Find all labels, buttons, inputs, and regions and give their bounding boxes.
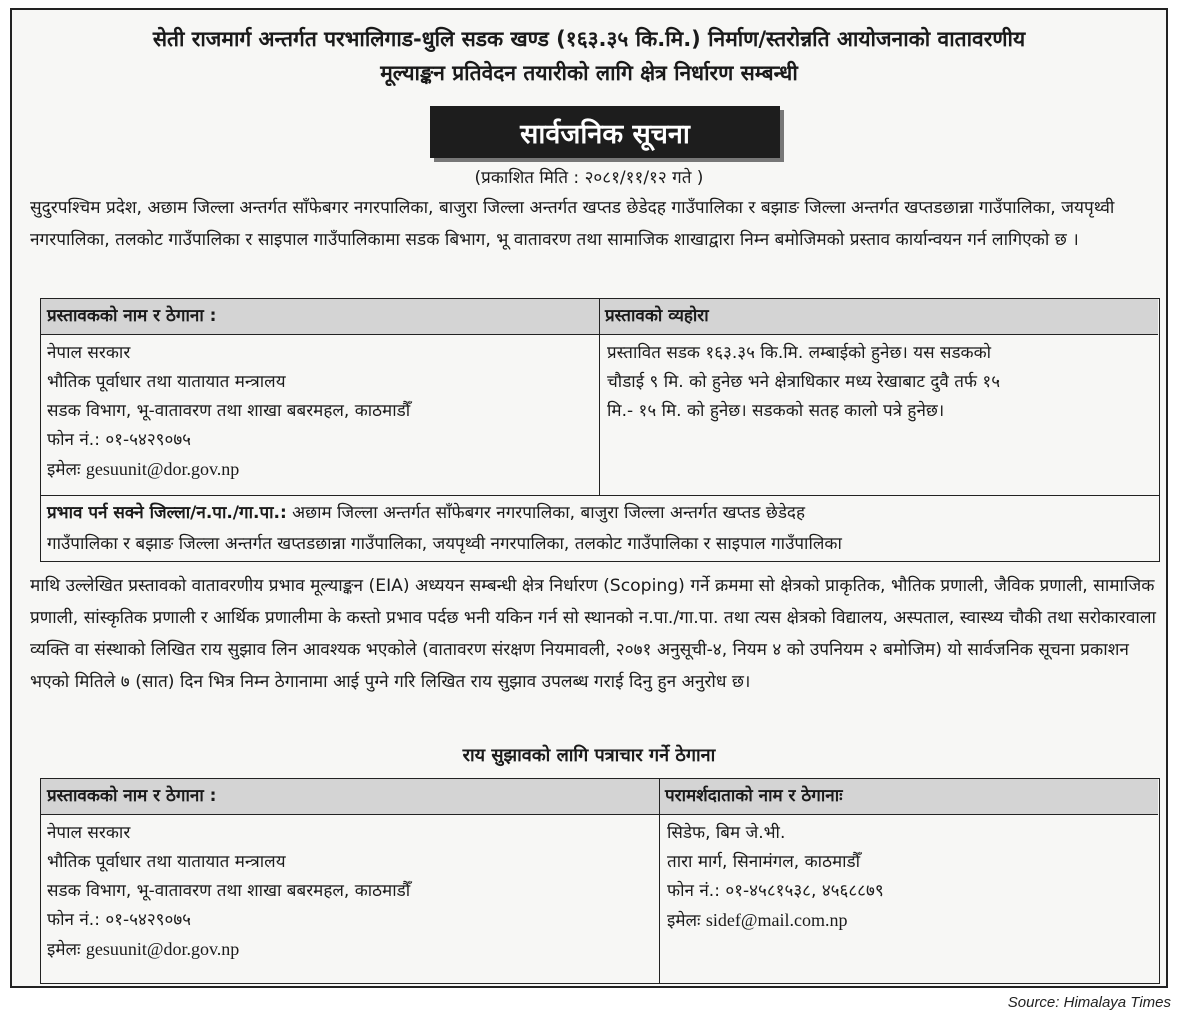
email-label: इमेलः [47, 460, 81, 480]
proponent-line-1: नेपाल सरकार [47, 343, 131, 363]
consultant-header: परामर्शदाताको नाम र ठेगानाः [659, 779, 1158, 815]
proponent2-line-3: सडक विभाग, भू-वातावरण तथा शाखा बबरमहल, काठमाडौँ [47, 881, 411, 901]
proponent-line-3: सडक विभाग, भू-वातावरण तथा शाखा बबरमहल, काठमाडौँ [47, 401, 411, 421]
email-label-3: इमेलः [667, 911, 701, 931]
consultant-line-2: तारा मार्ग, सिनामंगल, काठमाडौँ [667, 852, 861, 872]
proponent2-line-2: भौतिक पूर्वाधार तथा यातायात मन्त्रालय [47, 852, 286, 872]
proponent2-phone: फोन नं.: ०१-५४२९०७५ [47, 910, 192, 930]
proponent-header-2: प्रस्तावकको नाम र ठेगाना : [41, 779, 659, 815]
eia-request-paragraph: माथि उल्लेखित प्रस्तावको वातावरणीय प्रभाव मूल्याङ्कन (EIA) अध्ययन सम्बन्धी क्षेत्र निर्धारण (Scoping) गर्ने क्रममा सो क्षेत्रको प्राकृतिक, भौतिक प्रणाली, जैविक प्रणाली, सामाजिक प्रणाली, सांस्कृतिक प्रणाली र आर्थिक प्रणालीमा के कस्तो प्रभाव पर्दछ भनी यकिन गर्न सो स्थानको न.पा./गा.पा. तथा त्यस क्षेत्रको विद्यालय, अस्पताल, स्वास्थ्य चौकी तथा सरोकारवाला व्यक्ति वा संस्थाको लिखित राय सुझाव लिन आवश्यक भएकोले (वातावरण संरक्षण नियमावली, २०७१ अनुसूची-४, नियम ४ को उपनियम २ बमोजिम) यो सार्वजनिक सूचना प्रकाशन भएको मितिले ७ (सात) दिन भित्र निम्न ठेगानामा आई पुग्ने गरि लिखित राय सुझाव उपलब्ध गराई दिनु हुन अनुरोध छ। [30, 576, 1156, 692]
description-line-1: प्रस्तावित सडक १६३.३५ कि.मि. लम्बाईको हुनेछ। यस सडकको [607, 343, 992, 363]
affected-areas-text-2: गाउँपालिका र बझाङ जिल्ला अन्तर्गत खप्तडछान्ना गाउँपालिका, जयपृथ्वी नगरपालिका, तलकोट गाउँपालिका र साइपाल गाउँपालिका [47, 534, 842, 554]
proponent-address [41, 339, 597, 485]
source-credit: Source: Himalaya Times [1007, 994, 1171, 1011]
email-label-2: इमेलः [47, 940, 81, 960]
affected-areas-text-1: अछाम जिल्ला अन्तर्गत साँफेबगर नगरपालिका, बाजुरा जिल्ला अन्तर्गत खप्तड छेडेदह [286, 503, 805, 523]
notice-heading-line-1: सेती राजमार्ग अन्तर्गत परभालिगाड-धुलि सडक खण्ड (१६३.३५ कि.मि.) निर्माण/स्तरोन्नति आयोजनाको वातावरणीय [152, 27, 1026, 51]
consultant-email: sidef@mail.com.np [705, 910, 848, 930]
notice-heading-line-2: मूल्याङ्कन प्रतिवेदन तयारीको लागि क्षेत्र निर्धारण सम्बन्धी [380, 61, 798, 85]
consultant-email-row [667, 906, 1157, 936]
description-line-3: मि.- १५ मि. को हुनेछ। सडकको सतह कालो पत्रे हुनेछ। [607, 401, 945, 421]
published-date: (प्रकाशित मिति : २०८१/११/१२ गते ) [474, 168, 704, 188]
column-divider-2 [659, 779, 660, 983]
proponent2-email-row [47, 935, 657, 965]
consultant-line-1: सिडेफ, बिम जे.भी. [667, 823, 786, 843]
proponent-phone: फोन नं.: ०१-५४२९०७५ [47, 430, 192, 450]
proponent-header: प्रस्तावकको नाम र ठेगाना : [41, 299, 599, 335]
proponent-email: gesuunit@dor.gov.np [85, 459, 240, 479]
proponent2-email: gesuunit@dor.gov.np [85, 939, 240, 959]
column-divider [599, 299, 600, 495]
proponent-address-2 [41, 819, 657, 965]
affected-areas-label: प्रभाव पर्न सक्ने जिल्ला/न.पा./गा.पा.: [47, 503, 287, 523]
description-line-2: चौडाई ९ मि. को हुनेछ भने क्षेत्राधिकार मध्य रेखाबाट दुवै तर्फ १५ [607, 372, 1001, 392]
consultant-address [661, 819, 1157, 936]
proposal-description [601, 339, 1157, 426]
proponent-email-row [47, 455, 597, 485]
consultant-phone: फोन नं.: ०१-४५८१५३८, ४५६८८७९ [667, 881, 884, 901]
proponent-line-2: भौतिक पूर्वाधार तथा यातायात मन्त्रालय [47, 372, 286, 392]
proposal-details-header: प्रस्तावको व्यहोरा [599, 299, 1158, 335]
proposal-table [40, 298, 1160, 562]
proponent2-line-1: नेपाल सरकार [47, 823, 131, 843]
correspondence-table [40, 778, 1160, 984]
intro-paragraph: सुदुरपश्चिम प्रदेश, अछाम जिल्ला अन्तर्गत साँफेबगर नगरपालिका, बाजुरा जिल्ला अन्तर्गत खप्तड छेडेदह गाउँपालिका र बझाङ जिल्ला अन्तर्गत खप्तडछान्ना गाउँपालिका, जयपृथ्वी नगरपालिका, तलकोट गाउँपालिका र साइपाल गाउँपालिकामा सडक बिभाग, भू वातावरण तथा सामाजिक शाखाद्वारा निम्न बमोजिमको प्रस्ताव कार्यान्वयन गर्न लागिएको छ । [30, 198, 1115, 250]
notice-title [430, 106, 780, 158]
public-notice [10, 8, 1168, 988]
notice-title-text: सार्वजनिक सूचना [520, 118, 690, 150]
correspondence-heading: राय सुझावको लागि पत्राचार गर्ने ठेगाना [462, 745, 716, 766]
affected-areas [41, 495, 1159, 561]
